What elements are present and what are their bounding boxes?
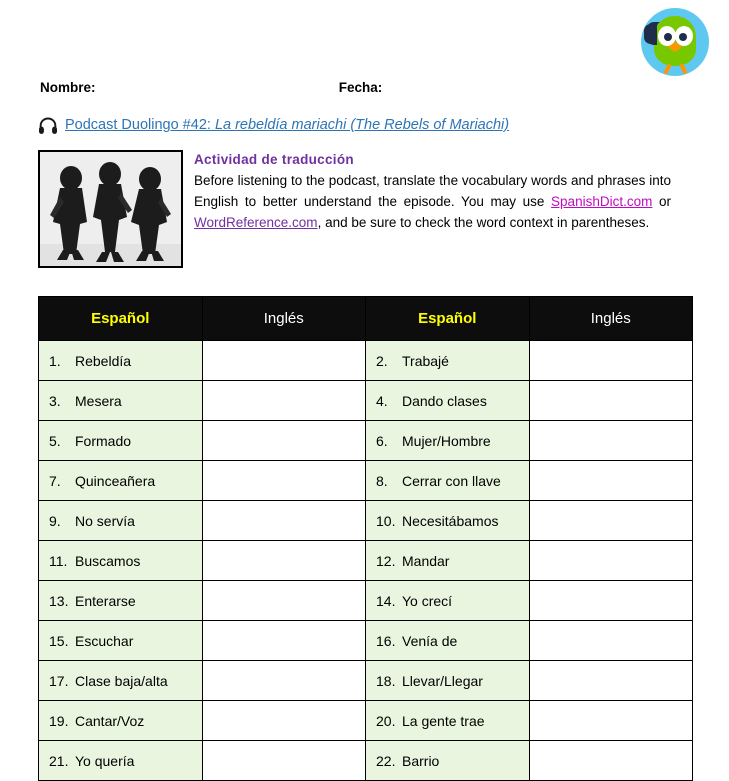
table-row	[39, 341, 693, 381]
table-row	[39, 581, 693, 621]
term-cell	[366, 621, 530, 661]
spanish-term: Mandar	[402, 552, 450, 569]
term-cell	[366, 501, 530, 541]
answer-cell[interactable]	[202, 701, 366, 741]
answer-cell[interactable]	[529, 381, 693, 421]
item-number: 2.	[376, 352, 388, 369]
term-cell	[366, 741, 530, 781]
answer-cell[interactable]	[529, 701, 693, 741]
term-cell	[39, 541, 203, 581]
spanish-term: Quinceañera	[75, 472, 156, 489]
item-number: 4.	[376, 392, 388, 409]
item-number: 22.	[376, 752, 396, 769]
spanish-term: Formado	[75, 432, 132, 449]
term-cell	[39, 701, 203, 741]
item-number: 14.	[376, 592, 396, 609]
header-ingles-1	[202, 297, 366, 341]
activity-heading: Actividad de traducción	[194, 152, 354, 167]
answer-cell[interactable]	[529, 661, 693, 701]
item-number: 9.	[49, 512, 61, 529]
term-cell	[39, 421, 203, 461]
term-cell	[39, 381, 203, 421]
spanish-term: Mujer/Hombre	[402, 432, 491, 449]
table-row	[39, 421, 693, 461]
item-number: 10.	[376, 512, 396, 529]
spanish-term: Necesitábamos	[402, 512, 499, 529]
instructions-text-2: or	[652, 194, 671, 209]
spanish-term: Mesera	[75, 392, 122, 409]
item-number: 20.	[376, 712, 396, 729]
term-cell	[366, 581, 530, 621]
spanish-term: Clase baja/alta	[75, 672, 168, 689]
term-cell	[39, 581, 203, 621]
term-cell	[39, 501, 203, 541]
nombre-label: Nombre:	[40, 80, 96, 95]
spanish-term: Yo crecí	[402, 592, 453, 609]
term-cell	[366, 381, 530, 421]
term-cell	[366, 701, 530, 741]
item-number: 15.	[49, 632, 69, 649]
item-number: 21.	[49, 752, 69, 769]
header-label: Español	[418, 310, 477, 327]
answer-cell[interactable]	[202, 421, 366, 461]
table-row	[39, 661, 693, 701]
instructions-text-3: , and be sure to check the word context in parentheses.	[317, 215, 650, 230]
table-row	[39, 381, 693, 421]
answer-cell[interactable]	[529, 621, 693, 661]
term-cell	[39, 461, 203, 501]
header-label: Inglés	[590, 310, 631, 327]
item-number: 5.	[49, 432, 61, 449]
answer-cell[interactable]	[529, 741, 693, 781]
answer-cell[interactable]	[529, 421, 693, 461]
podcast-title-italic: La rebeldía mariachi (The Rebels of Mariachi)	[214, 117, 510, 133]
answer-cell[interactable]	[202, 541, 366, 581]
spanish-term: Rebeldía	[75, 352, 132, 369]
table-row	[39, 541, 693, 581]
table-header-row	[39, 297, 693, 341]
term-cell	[39, 661, 203, 701]
table-row	[39, 501, 693, 541]
answer-cell[interactable]	[202, 661, 366, 701]
answer-cell[interactable]	[202, 461, 366, 501]
term-cell	[366, 421, 530, 461]
term-cell	[366, 461, 530, 501]
header-label: Español	[91, 310, 150, 327]
fecha-label: Fecha:	[338, 80, 383, 95]
spanish-term: Enterarse	[75, 592, 136, 609]
table-row	[39, 461, 693, 501]
term-cell	[39, 341, 203, 381]
answer-cell[interactable]	[202, 581, 366, 621]
item-number: 18.	[376, 672, 396, 689]
spanish-term: Dando clases	[402, 392, 487, 409]
headphones-icon	[38, 116, 58, 134]
activity-instructions	[194, 170, 671, 233]
activity-intro	[194, 152, 671, 233]
answer-cell[interactable]	[529, 501, 693, 541]
spanish-term: Trabajé	[402, 352, 449, 369]
mariachi-trio-photo	[38, 150, 183, 268]
spanish-term: Yo quería	[75, 752, 135, 769]
table-row	[39, 741, 693, 781]
item-number: 12.	[376, 552, 396, 569]
answer-cell[interactable]	[529, 541, 693, 581]
term-cell	[39, 621, 203, 661]
answer-cell[interactable]	[202, 341, 366, 381]
item-number: 16.	[376, 632, 396, 649]
spanish-term: Venía de	[402, 632, 458, 649]
answer-cell[interactable]	[202, 381, 366, 421]
spanish-term: Buscamos	[75, 552, 141, 569]
spanish-term: No servía	[75, 512, 135, 529]
answer-cell[interactable]	[529, 581, 693, 621]
spanish-term: Llevar/Llegar	[402, 672, 483, 689]
item-number: 1.	[49, 352, 61, 369]
spanish-term: Cantar/Voz	[75, 712, 145, 729]
duolingo-owl-logo	[639, 6, 711, 78]
wordreference-link[interactable]: WordReference.com	[194, 215, 318, 230]
term-cell	[366, 661, 530, 701]
spanish-term: Barrio	[402, 752, 440, 769]
answer-cell[interactable]	[202, 621, 366, 661]
header-espanol-1	[39, 297, 203, 341]
header-espanol-2	[366, 297, 530, 341]
item-number: 11.	[49, 552, 68, 569]
spanish-term: Cerrar con llave	[402, 472, 501, 489]
header-ingles-2	[529, 297, 693, 341]
header-label: Inglés	[263, 310, 304, 327]
item-number: 3.	[49, 392, 61, 409]
answer-cell[interactable]	[529, 461, 693, 501]
item-number: 17.	[49, 672, 69, 689]
answer-cell[interactable]	[529, 341, 693, 381]
item-number: 19.	[49, 712, 69, 729]
vocabulary-table	[38, 296, 693, 781]
instructions-text-1: Before listening to the podcast, translate the vocabulary words and phrases into English to better understand the episode. You may use	[194, 173, 671, 209]
item-number: 6.	[376, 432, 388, 449]
spanishdict-link[interactable]: SpanishDict.com	[551, 194, 653, 209]
table-row	[39, 701, 693, 741]
podcast-title-main: Podcast Duolingo #42:	[65, 117, 215, 133]
term-cell	[366, 341, 530, 381]
item-number: 7.	[49, 472, 61, 489]
answer-cell[interactable]	[202, 501, 366, 541]
podcast-title-line[interactable]	[38, 116, 688, 134]
spanish-term: La gente trae	[402, 712, 485, 729]
answer-cell[interactable]	[202, 741, 366, 781]
term-cell	[366, 541, 530, 581]
item-number: 8.	[376, 472, 388, 489]
name-date-line	[40, 80, 660, 95]
podcast-title-link[interactable]	[65, 117, 509, 133]
item-number: 13.	[49, 592, 69, 609]
table-row	[39, 621, 693, 661]
spanish-term: Escuchar	[75, 632, 134, 649]
term-cell	[39, 741, 203, 781]
